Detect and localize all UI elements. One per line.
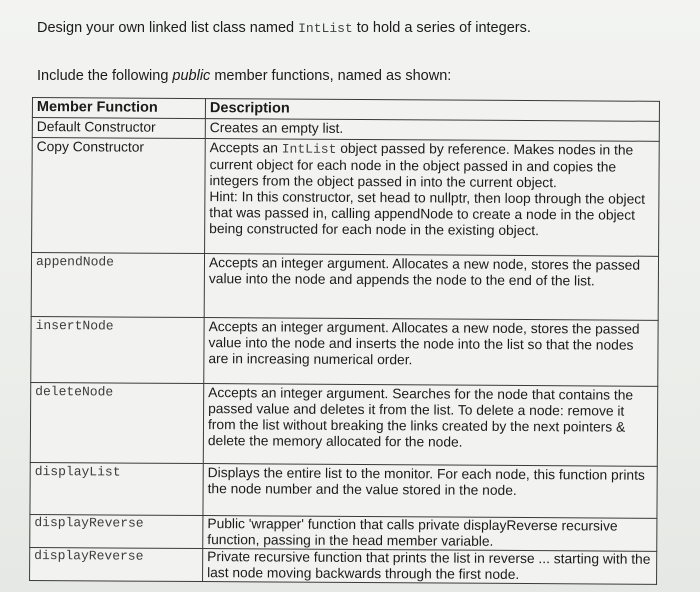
function-name: Copy Constructor [32, 138, 206, 254]
function-description [205, 139, 660, 257]
desc-text: Accepts an [209, 140, 282, 156]
function-name: displayList [30, 462, 203, 515]
table-row [32, 138, 660, 257]
desc-hint: Hint: In this constructor, set head to nullptr, then loop through the object that was passed in, calling appendNode to create a node in the object being constructed for each node in the existing object. [209, 189, 646, 239]
function-name: insertNode [31, 316, 204, 383]
table-row [30, 462, 657, 518]
function-name: displayReverse [30, 514, 203, 548]
intro-emphasis: public [172, 68, 211, 84]
table-row [31, 253, 658, 321]
function-description: Public 'wrapper' function that calls private displayReverse recursive function, passing in the head member variable. [203, 516, 657, 552]
intro-text: Include the following [37, 68, 173, 84]
header-member-function: Member Function [32, 98, 205, 119]
intro-text: to hold a series of integers. [352, 20, 531, 36]
function-name: displayReverse [30, 547, 203, 581]
table-row [30, 547, 657, 584]
function-description: Creates an empty list. [205, 119, 659, 142]
desc-code: IntList [281, 141, 337, 157]
function-name: appendNode [31, 253, 204, 318]
function-description: Accepts an integer argument. Allocates a new node, stores the passed value into the node and appends the node to the end of the list. [204, 254, 658, 321]
table-row [30, 514, 657, 551]
class-name-code: IntList [298, 21, 353, 36]
function-description: Displays the entire list to the monitor. For each node, this function prints the node number and the value stored in the node. [203, 464, 657, 519]
function-description: Accepts an integer argument. Allocates a new node, stores the passed value into the node and inserts the node into the list so that the nodes are in increasing numerical order. [204, 318, 658, 387]
table-row [31, 316, 658, 386]
intro-line-2 [37, 68, 451, 84]
function-name: deleteNode [30, 382, 203, 463]
member-functions-table [29, 97, 660, 585]
function-description: Private recursive function that prints the list in reverse ... starting with the last node moving backwards through the first node. [203, 549, 657, 585]
function-name: Default Constructor [32, 118, 205, 139]
desc-text: object passed by reference. Makes nodes in the current object for each node in the object passed in and copies the integers from the object passed in into the current object. [209, 140, 634, 191]
intro-text: member functions, named as shown: [210, 68, 452, 84]
intro-line-1 [37, 20, 531, 36]
function-description: Accepts an integer argument. Searches for the node that contains the passed value and deletes it from the list. To delete a node: remove it from the list without breaking the links created by the next pointers & delete the memory allocated for the node. [203, 384, 657, 467]
header-description: Description [205, 99, 659, 122]
table-row [30, 382, 657, 466]
intro-text: Design your own linked list class named [37, 20, 299, 36]
